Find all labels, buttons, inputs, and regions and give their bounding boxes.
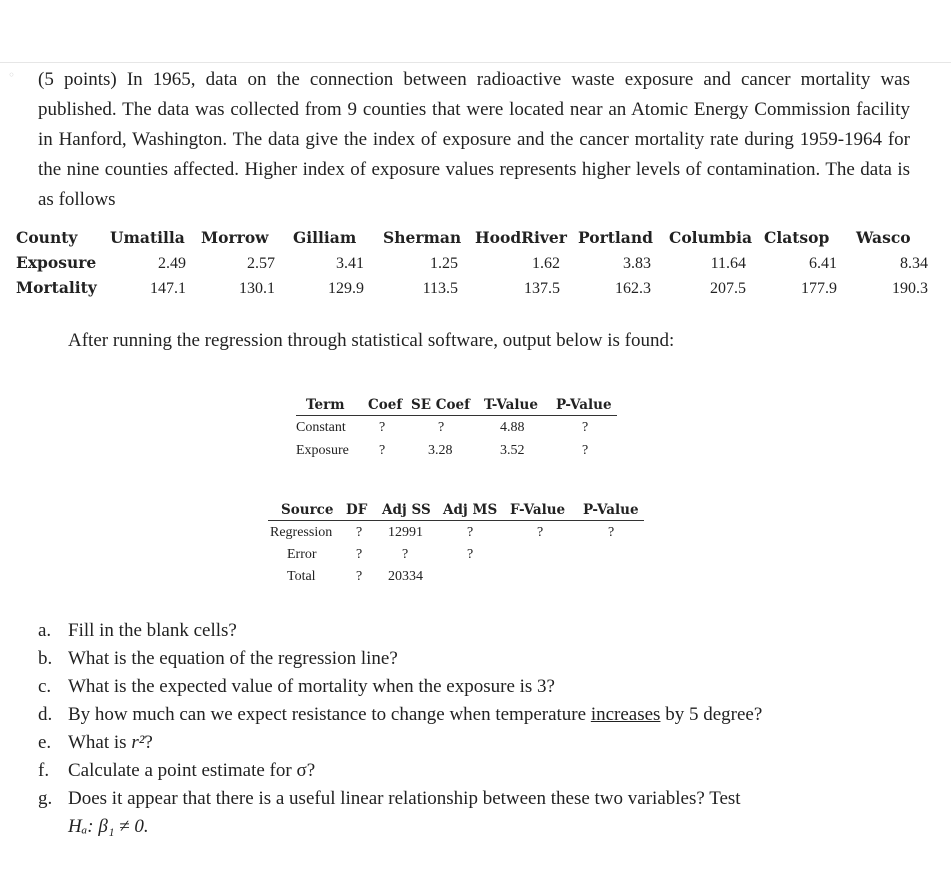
anova-row-source: Total [287, 569, 316, 584]
question-label: g. [38, 788, 53, 809]
exposure-cell: 1.62 [532, 255, 560, 272]
intro-text: (5 points) In 1965, data on the connection between radioactive waste exposure and cancer mortality was published. The data was collected from 9 counties that were located near an Atomic Energy Commission facility in Hanford, Washington. The data give the index of exposure and the cancer mortality rate during 1959-1964 for the nine counties affected. Higher index of exposure values represents higher levels of contamination. The data is as follows [38, 69, 910, 210]
question-label: e. [38, 732, 52, 753]
exposure-cell: 3.41 [336, 255, 364, 272]
coef-cell: ? [582, 443, 589, 458]
county-header: HoodRiver [475, 228, 567, 247]
coef-header-rule [296, 415, 617, 416]
mortality-cell: 130.1 [239, 280, 275, 297]
coef-row-term: Exposure [296, 443, 349, 458]
county-header: Gilliam [293, 228, 357, 247]
question-text-post: ? [144, 732, 153, 753]
anova-cell: ? [356, 569, 363, 584]
coef-cell: 3.52 [500, 443, 525, 458]
exposure-cell: 2.49 [158, 255, 186, 272]
mortality-cell: 190.3 [892, 280, 928, 297]
anova-cell: ? [467, 525, 474, 540]
question-text-post: by 5 degree? [660, 704, 763, 725]
anova-header-f-value: F-Value [510, 502, 566, 518]
question-label: c. [38, 676, 52, 697]
exposure-cell: 6.41 [809, 255, 837, 272]
mortality-cell: 113.5 [422, 280, 458, 297]
question-f [38, 757, 910, 785]
coef-header-se-coef: SE Coef [411, 397, 470, 413]
question-text: What is the expected value of mortality when the exposure is 3? [68, 676, 555, 697]
anova-header-adj-ss: Adj SS [382, 502, 431, 518]
county-header: Morrow [201, 228, 269, 247]
anova-row-source: Regression [270, 525, 333, 540]
row-label-mortality: Mortality [16, 278, 97, 297]
anova-row-source: Error [287, 547, 317, 562]
anova-cell: ? [467, 547, 474, 562]
anova-header-df: DF [346, 502, 368, 518]
anova-cell: ? [356, 547, 363, 562]
coef-cell: ? [379, 443, 386, 458]
question-label: b. [38, 648, 53, 669]
mortality-cell: 129.9 [328, 280, 364, 297]
question-text-pre: What is [68, 732, 132, 753]
coef-header-t-value: T-Value [484, 397, 538, 413]
question-e [38, 729, 910, 757]
question-text: Fill in the blank cells? [68, 620, 237, 641]
anova-cell: ? [608, 525, 615, 540]
question-c [38, 673, 910, 701]
question-a [38, 617, 910, 645]
question-text: Calculate a point estimate for σ? [68, 760, 316, 781]
mortality-cell: 162.3 [615, 280, 651, 297]
r-squared-symbol: r² [131, 732, 145, 753]
anova-cell: ? [356, 525, 363, 540]
exposure-cell: 3.83 [623, 255, 651, 272]
bullet-marker: ◦ [8, 68, 16, 82]
mortality-cell: 177.9 [801, 280, 837, 297]
coef-header-p-value: P-Value [556, 397, 612, 413]
question-text-pre: By how much can we expect resistance to change when temperature [68, 704, 591, 725]
question-text: What is the equation of the regression line? [68, 648, 398, 669]
question-list [38, 617, 910, 841]
exposure-cell: 11.64 [710, 255, 746, 272]
question-b [38, 645, 910, 673]
top-divider [0, 62, 951, 63]
anova-header-source: Source [281, 502, 334, 518]
question-label: a. [38, 620, 52, 641]
anova-header-adj-ms: Adj MS [443, 502, 498, 518]
question-label: f. [38, 760, 50, 781]
county-header: Portland [578, 228, 653, 247]
anova-cell: ? [402, 547, 409, 562]
mortality-cell: 207.5 [710, 280, 746, 297]
anova-cell: 20334 [388, 569, 423, 584]
coef-cell: 4.88 [500, 420, 525, 435]
exposure-cell: 2.57 [247, 255, 275, 272]
problem-intro [38, 65, 910, 215]
mortality-cell: 137.5 [524, 280, 560, 297]
exposure-cell: 8.34 [900, 255, 928, 272]
alternative-hypothesis: Hₐ: β₁ ≠ 0. [68, 816, 149, 837]
question-g [38, 785, 910, 841]
coef-header-coef: Coef [368, 397, 403, 413]
county-header: Clatsop [764, 228, 830, 247]
coef-cell: ? [582, 420, 589, 435]
coef-cell: ? [438, 420, 445, 435]
anova-cell: ? [537, 525, 544, 540]
coef-cell: ? [379, 420, 386, 435]
coef-cell: 3.28 [428, 443, 453, 458]
anova-header-rule [268, 520, 644, 521]
county-header: Umatilla [110, 228, 185, 247]
question-text: Does it appear that there is a useful linear relationship between these two variables? Test [68, 788, 741, 809]
after-regression-text: After running the regression through statistical software, output below is found: [68, 330, 675, 351]
anova-header-p-value: P-Value [583, 502, 639, 518]
question-label: d. [38, 704, 53, 725]
underlined-word: increases [590, 704, 661, 725]
coef-row-term: Constant [296, 420, 346, 435]
question-d [38, 701, 910, 729]
mortality-cell: 147.1 [150, 280, 186, 297]
county-header: Sherman [383, 228, 462, 247]
row-label-county: County [16, 228, 78, 247]
county-header: Columbia [669, 228, 753, 247]
exposure-cell: 1.25 [430, 255, 458, 272]
anova-cell: 12991 [388, 525, 423, 540]
county-header: Wasco [856, 228, 911, 247]
row-label-exposure: Exposure [16, 253, 97, 272]
coef-header-term: Term [306, 397, 345, 413]
